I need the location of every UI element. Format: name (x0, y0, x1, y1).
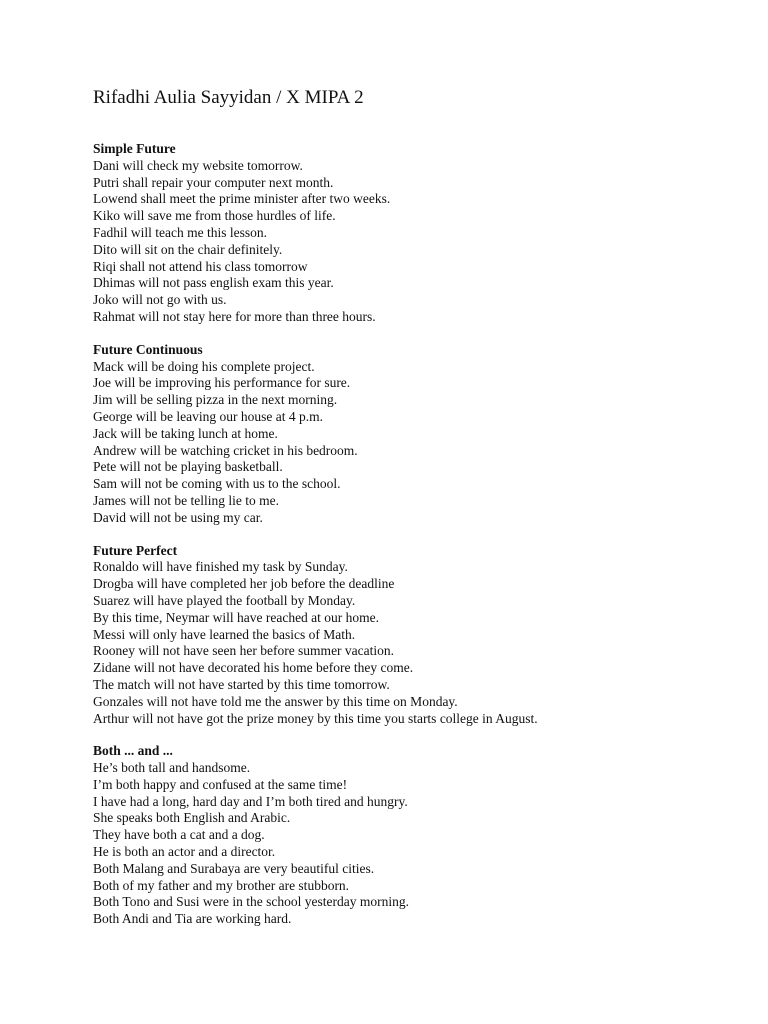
sentence-line: Joe will be improving his performance for sure. (93, 375, 351, 391)
sentence-line: Putri shall repair your computer next month. (93, 174, 334, 190)
sentence-line: Mack will be doing his complete project. (93, 358, 315, 374)
sentence-line: Arthur will not have got the prize money by this time you starts college in August. (93, 710, 538, 726)
sentence-line: Both Tono and Susi were in the school yesterday morning. (93, 894, 410, 910)
sentence-line: Both Malang and Surabaya are very beautiful cities. (93, 860, 375, 876)
sentence-line: George will be leaving our house at 4 p.m. (93, 408, 323, 424)
sentence-line: Both of my father and my brother are stubborn. (93, 877, 350, 893)
sentence-line: I have had a long, hard day and I’m both tired and hungry. (93, 793, 408, 809)
section-both-and (93, 743, 753, 928)
document-body (93, 141, 753, 928)
sentence-line: I’m both happy and confused at the same time! (93, 776, 348, 792)
sentence-line: She speaks both English and Arabic. (93, 810, 291, 826)
document-title: Rifadhi Aulia Sayyidan / X MIPA 2 (93, 87, 364, 108)
sentence-line: Kiko will save me from those hurdles of life. (93, 208, 336, 224)
sentence-line: Messi will only have learned the basics of Math. (93, 626, 356, 642)
sentence-line: Riqi shall not attend his class tomorrow (93, 258, 308, 274)
sentence-line: They have both a cat and a dog. (93, 827, 265, 843)
section-heading: Simple Future (93, 141, 176, 156)
section-future-continuous (93, 342, 753, 527)
sentence-line: David will not be using my car. (93, 509, 263, 525)
sentence-line: Ronaldo will have finished my task by Sunday. (93, 559, 348, 575)
section-future-perfect (93, 543, 753, 728)
sentence-line: James will not be telling lie to me. (93, 492, 279, 508)
sentence-line: He’s both tall and handsome. (93, 760, 251, 776)
sentence-line: Zidane will not have decorated his home before they come. (93, 660, 414, 676)
sentence-line: Sam will not be coming with us to the school. (93, 476, 341, 492)
document-page (93, 86, 753, 944)
sentence-line: Joko will not go with us. (93, 292, 227, 308)
sentence-line: Pete will not be playing basketball. (93, 459, 283, 475)
sentence-line: Rooney will not have seen her before summer vacation. (93, 643, 395, 659)
sentence-line: Fadhil will teach me this lesson. (93, 224, 267, 240)
section-heading: Both ... and ... (93, 743, 173, 759)
sentence-line: Suarez will have played the football by Monday. (93, 592, 356, 608)
sentence-line: Dito will sit on the chair definitely. (93, 241, 283, 257)
sentence-line: Drogba will have completed her job before the deadline (93, 576, 395, 592)
sentence-line: Dhimas will not pass english exam this year. (93, 275, 334, 291)
section-heading: Future Perfect (93, 542, 178, 558)
sentence-line: Rahmat will not stay here for more than three hours. (93, 308, 376, 324)
section-simple-future (93, 141, 753, 326)
sentence-line: Dani will check my website tomorrow. (93, 157, 303, 173)
sentence-line: The match will not have started by this time tomorrow. (93, 676, 390, 692)
sentence-line: Lowend shall meet the prime minister after two weeks. (93, 191, 391, 207)
sentence-line: Both Andi and Tia are working hard. (93, 911, 292, 927)
sentence-line: Andrew will be watching cricket in his bedroom. (93, 442, 358, 458)
sentence-line: Jim will be selling pizza in the next morning. (93, 392, 338, 408)
sentence-line: By this time, Neymar will have reached at our home. (93, 609, 380, 625)
sentence-line: Gonzales will not have told me the answer by this time on Monday. (93, 693, 458, 709)
sentence-line: He is both an actor and a director. (93, 844, 276, 860)
sentence-line: Jack will be taking lunch at home. (93, 425, 278, 441)
section-heading: Future Continuous (93, 341, 203, 357)
